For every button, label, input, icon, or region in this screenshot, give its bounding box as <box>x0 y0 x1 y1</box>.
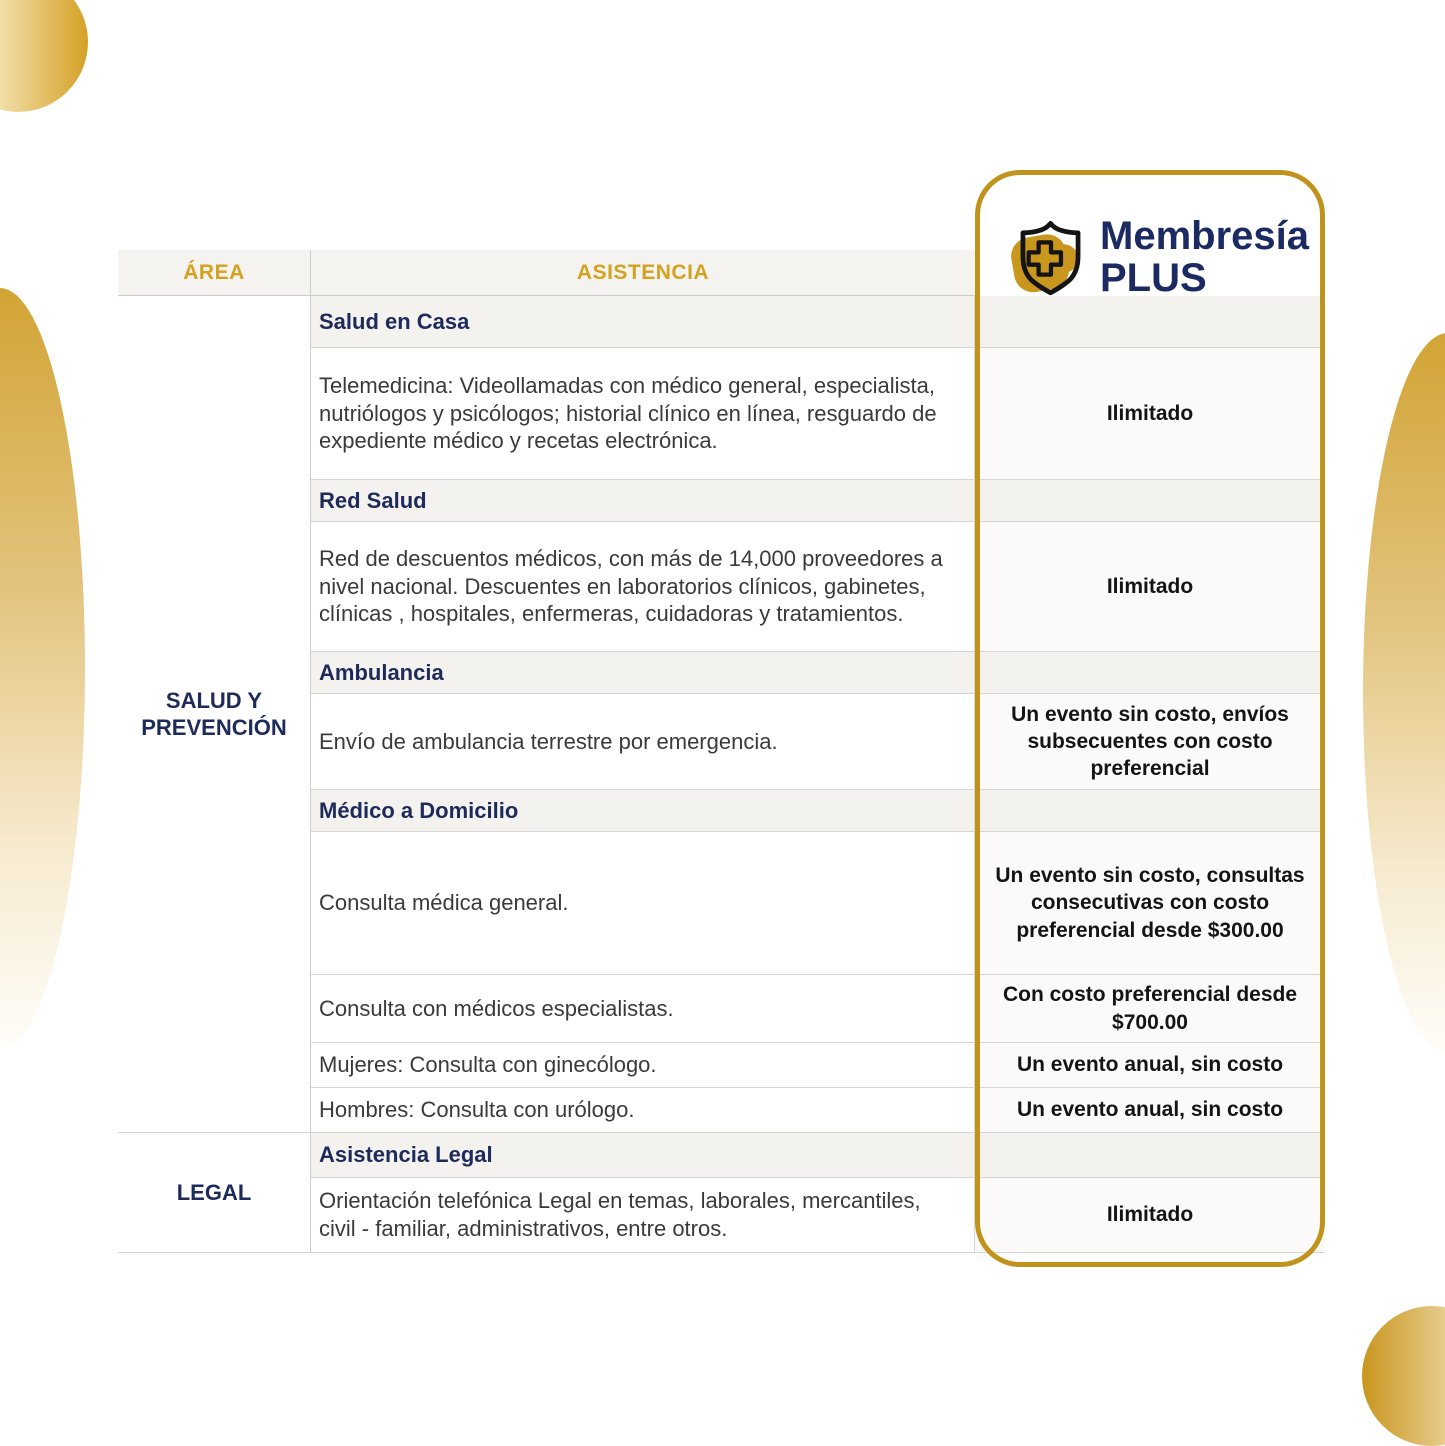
benefit-description: Consulta médica general. <box>319 890 569 916</box>
column-header-asistencia-label: ASISTENCIA <box>576 260 710 284</box>
benefit-row <box>311 1043 1325 1088</box>
section-title: Red Salud <box>319 487 427 513</box>
plan-value-cell <box>975 652 1325 693</box>
membership-plus-logo <box>1003 208 1309 308</box>
plan-value-cell <box>975 790 1325 831</box>
plan-value: Un evento sin costo, consultas consecutivas con costo preferencial desde $300.00 <box>995 864 1305 942</box>
plan-value-cell <box>975 522 1325 651</box>
plan-value-cell <box>975 694 1325 789</box>
asistencia-cell <box>311 975 975 1042</box>
plan-value-cell <box>975 348 1325 479</box>
plan-value-cell <box>975 480 1325 521</box>
area-group-label: LEGAL <box>176 1179 252 1205</box>
plan-value: Con costo preferencial desde $700.00 <box>1002 983 1298 1034</box>
asistencia-cell <box>311 480 975 521</box>
area-group-label: SALUD Y PREVENCIÓN <box>141 687 287 740</box>
plan-value-cell <box>975 1178 1325 1252</box>
section-row <box>311 652 1325 694</box>
gold-circle-bottom-right <box>1362 1306 1445 1446</box>
benefit-row <box>311 1088 1325 1133</box>
benefit-description: Mujeres: Consulta con ginecólogo. <box>319 1052 657 1078</box>
benefit-description: Red de descuentos médicos, con más de 14,000 proveedores a nivel nacional. Descuentes en laboratorios clínicos, gabinetes, clínicas , hospitales, enfermeras, cuidadoras y tratamientos. <box>319 545 943 627</box>
asistencia-cell <box>311 348 975 479</box>
plan-value-cell <box>975 1088 1325 1132</box>
section-row <box>311 480 1325 522</box>
asistencia-cell <box>311 652 975 693</box>
benefit-row <box>311 348 1325 480</box>
asistencia-cell <box>311 1178 975 1252</box>
benefit-row <box>311 975 1325 1043</box>
benefit-description: Hombres: Consulta con urólogo. <box>319 1097 635 1123</box>
section-title: Médico a Domicilio <box>319 797 519 823</box>
section-row <box>311 1133 1325 1178</box>
benefit-row <box>311 694 1325 790</box>
asistencia-cell <box>311 522 975 651</box>
plan-value-cell <box>975 1133 1325 1177</box>
asistencia-cell <box>311 1133 975 1177</box>
asistencia-cell <box>311 832 975 974</box>
benefit-row <box>311 522 1325 652</box>
benefit-description: Telemedicina: Videollamadas con médico general, especialista, nutriólogos y psicólogos; historial clínico en línea, resguardo de expediente médico y recetas electrónica. <box>319 372 937 454</box>
membership-title-line2: PLUS <box>1100 256 1207 300</box>
asistencia-cell <box>311 1088 975 1132</box>
plan-value: Un evento anual, sin costo <box>1016 1098 1284 1122</box>
benefits-rows <box>310 296 1325 1253</box>
benefit-description: Envío de ambulancia terrestre por emergencia. <box>319 728 778 754</box>
benefit-description: Orientación telefónica Legal en temas, laborales, mercantiles, civil - familiar, administrativos, entre otros. <box>319 1188 921 1241</box>
plan-value: Ilimitado <box>1106 1203 1194 1227</box>
plan-value-cell <box>975 832 1325 974</box>
benefit-row <box>311 1178 1325 1253</box>
plan-value-cell <box>975 975 1325 1042</box>
plan-value: Un evento sin costo, envíos subsecuentes con costo preferencial <box>1011 702 1289 781</box>
section-title: Ambulancia <box>319 659 444 685</box>
column-header-area <box>118 250 310 296</box>
gold-blob-left <box>0 288 85 1048</box>
benefit-description: Consulta con médicos especialistas. <box>319 995 674 1021</box>
section-title: Asistencia Legal <box>319 1142 493 1167</box>
section-row <box>311 790 1325 832</box>
plan-value: Ilimitado <box>1106 401 1194 425</box>
asistencia-cell <box>311 694 975 789</box>
plan-value: Ilimitado <box>1106 574 1194 598</box>
benefit-row <box>311 832 1325 975</box>
plan-value: Un evento anual, sin costo <box>1016 1053 1284 1077</box>
area-group-legal <box>118 1133 310 1253</box>
section-title: Salud en Casa <box>319 308 470 334</box>
membership-plus-title <box>1100 216 1309 299</box>
shield-cross-icon <box>1003 211 1098 306</box>
column-header-asistencia <box>310 250 975 296</box>
asistencia-cell <box>311 1043 975 1087</box>
area-group-salud-y-prevencion <box>118 296 310 1133</box>
gold-blob-right <box>1363 333 1445 1053</box>
gold-circle-top-left <box>0 0 88 112</box>
column-header-area-label: ÁREA <box>183 260 245 284</box>
membership-title-line1: Membresía <box>1100 214 1309 259</box>
plan-value-cell <box>975 1043 1325 1087</box>
asistencia-cell <box>311 790 975 831</box>
asistencia-cell <box>311 296 975 347</box>
